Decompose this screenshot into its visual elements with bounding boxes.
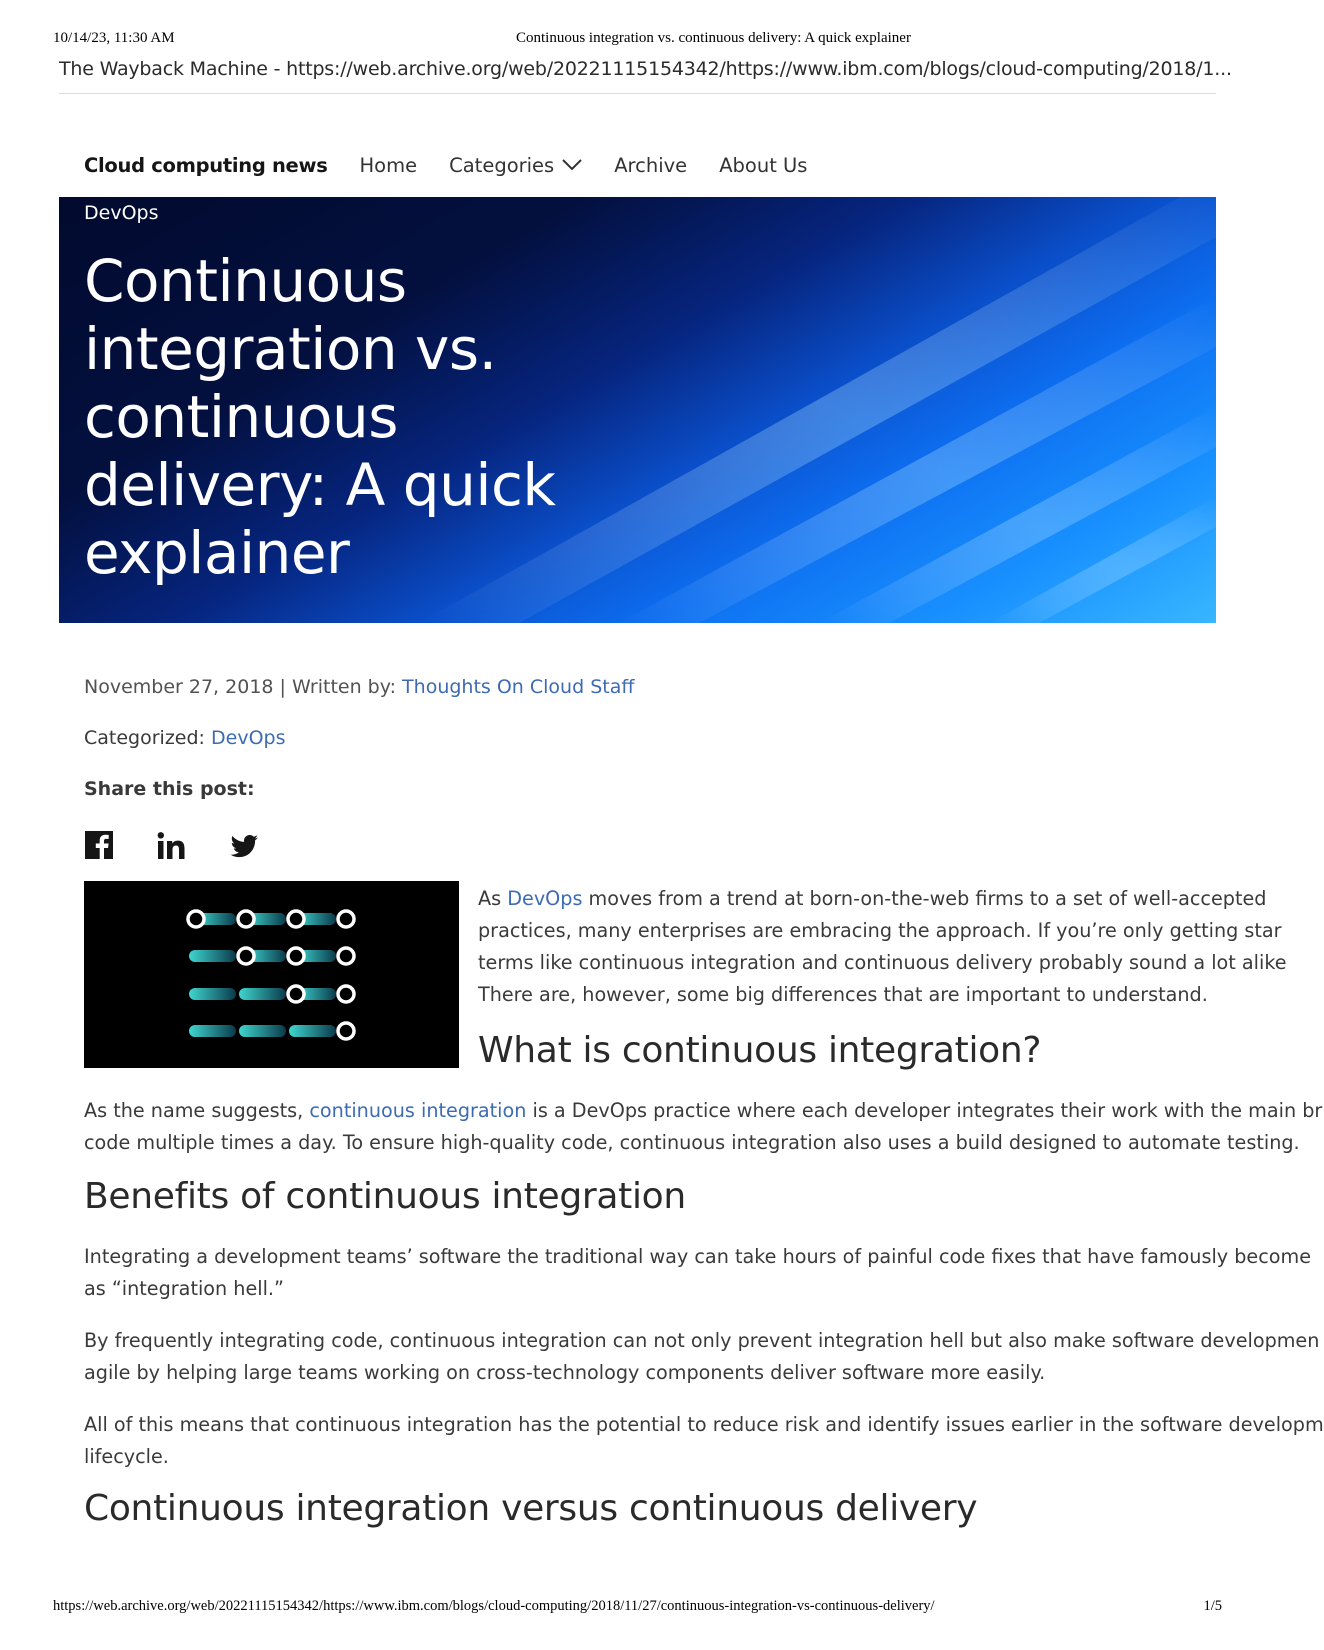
categorized-label: Categorized: <box>84 727 211 749</box>
post-categories <box>84 727 285 749</box>
hero-category-tag[interactable]: DevOps <box>84 202 159 224</box>
devops-link[interactable]: DevOps <box>507 887 583 910</box>
print-footer-url: https://web.archive.org/web/20221115154342/https://www.ibm.com/blogs/cloud-computing/2018/11/27/continuous-integration-vs-continuous-delivery/ <box>53 1598 935 1614</box>
nav-item-label: About Us <box>719 153 808 177</box>
title-line: continuous <box>84 383 398 451</box>
text-line: By frequently integrating code, continuous integration can not only prevent integration hell but also make software developmen <box>84 1329 1320 1352</box>
text-line: code multiple times a day. To ensure high-quality code, continuous integration also uses a build designed to automate testing. <box>84 1131 1300 1154</box>
text-line: lifecycle. <box>84 1445 169 1468</box>
title-line: delivery: A quick <box>84 451 556 519</box>
title-line: integration vs. <box>84 315 497 383</box>
text-line: practices, many enterprises are embracing the approach. If you’re only getting star <box>478 919 1282 942</box>
article-thumbnail <box>84 881 459 1068</box>
facebook-icon[interactable] <box>84 830 116 862</box>
text-span: As the name suggests, <box>84 1099 310 1122</box>
benefits-paragraph-2 <box>84 1325 1320 1389</box>
site-brand[interactable]: Cloud computing news <box>84 153 328 177</box>
nav-item-home[interactable] <box>360 154 418 177</box>
hero-banner <box>59 197 1216 623</box>
ci-definition-paragraph <box>84 1095 1323 1159</box>
title-line: explainer <box>84 519 350 587</box>
chevron-down-icon <box>562 159 582 171</box>
nav-item-about-us[interactable] <box>719 154 807 177</box>
text-line: as “integration hell.” <box>84 1277 284 1300</box>
heading-benefits-ci: Benefits of continuous integration <box>84 1176 686 1217</box>
text-line: Integrating a development teams’ software the traditional way can take hours of painful code fixes that have famously become <box>84 1245 1311 1268</box>
print-header <box>53 30 1222 50</box>
twitter-icon[interactable] <box>228 830 260 862</box>
heading-ci-vs-cd: Continuous integration versus continuous delivery <box>84 1488 978 1529</box>
site-nav <box>84 150 839 180</box>
heading-what-is-ci: What is continuous integration? <box>478 1030 1042 1071</box>
text-span: is a DevOps practice where each developer integrates their work with the main br <box>526 1099 1323 1122</box>
category-link[interactable]: DevOps <box>211 727 286 749</box>
intro-paragraph <box>478 883 1287 1011</box>
text-line: There are, however, some big differences that are important to understand. <box>478 983 1208 1006</box>
benefits-paragraph-3 <box>84 1409 1324 1473</box>
text-span: moves from a trend at born-on-the-web firms to a set of well-accepted <box>582 887 1267 910</box>
text-line <box>84 1095 1323 1127</box>
print-page-number: 1/5 <box>1203 1598 1222 1614</box>
text-span: As <box>478 887 508 910</box>
nav-item-label: Archive <box>614 153 688 177</box>
nav-item-archive[interactable] <box>614 154 687 177</box>
benefits-paragraph-1 <box>84 1241 1311 1305</box>
title-line: Continuous <box>84 247 407 315</box>
wayback-banner[interactable]: The Wayback Machine - https://web.archive.org/web/20221115154342/https://www.ibm.com/blogs/cloud-computing/2018/1... <box>59 58 1216 94</box>
written-by-label: | Written by: <box>273 676 403 698</box>
nav-item-label: Categories <box>449 153 555 177</box>
page-title <box>84 247 624 587</box>
pipeline-graphic <box>84 881 459 1068</box>
text-line: agile by helping large teams working on cross-technology components deliver software more easily. <box>84 1361 1046 1384</box>
share-label: Share this post: <box>84 778 255 800</box>
print-datetime: 10/14/23, 11:30 AM <box>53 30 175 46</box>
text-line: terms like continuous integration and continuous delivery probably sound a lot alike <box>478 951 1287 974</box>
text-line <box>478 883 1267 915</box>
print-doc-title: Continuous integration vs. continuous delivery: A quick explainer <box>516 30 911 46</box>
text-line: All of this means that continuous integration has the potential to reduce risk and identify issues earlier in the software developm <box>84 1413 1324 1436</box>
nav-item-categories[interactable] <box>449 154 582 177</box>
author-link[interactable]: Thoughts On Cloud Staff <box>402 676 635 698</box>
share-buttons <box>84 830 260 862</box>
nav-item-label: Home <box>359 153 418 177</box>
continuous-integration-link[interactable]: continuous integration <box>309 1099 527 1122</box>
print-footer <box>53 1598 1222 1618</box>
post-date: November 27, 2018 <box>84 676 274 698</box>
linkedin-icon[interactable] <box>156 830 188 862</box>
post-byline <box>84 676 634 698</box>
